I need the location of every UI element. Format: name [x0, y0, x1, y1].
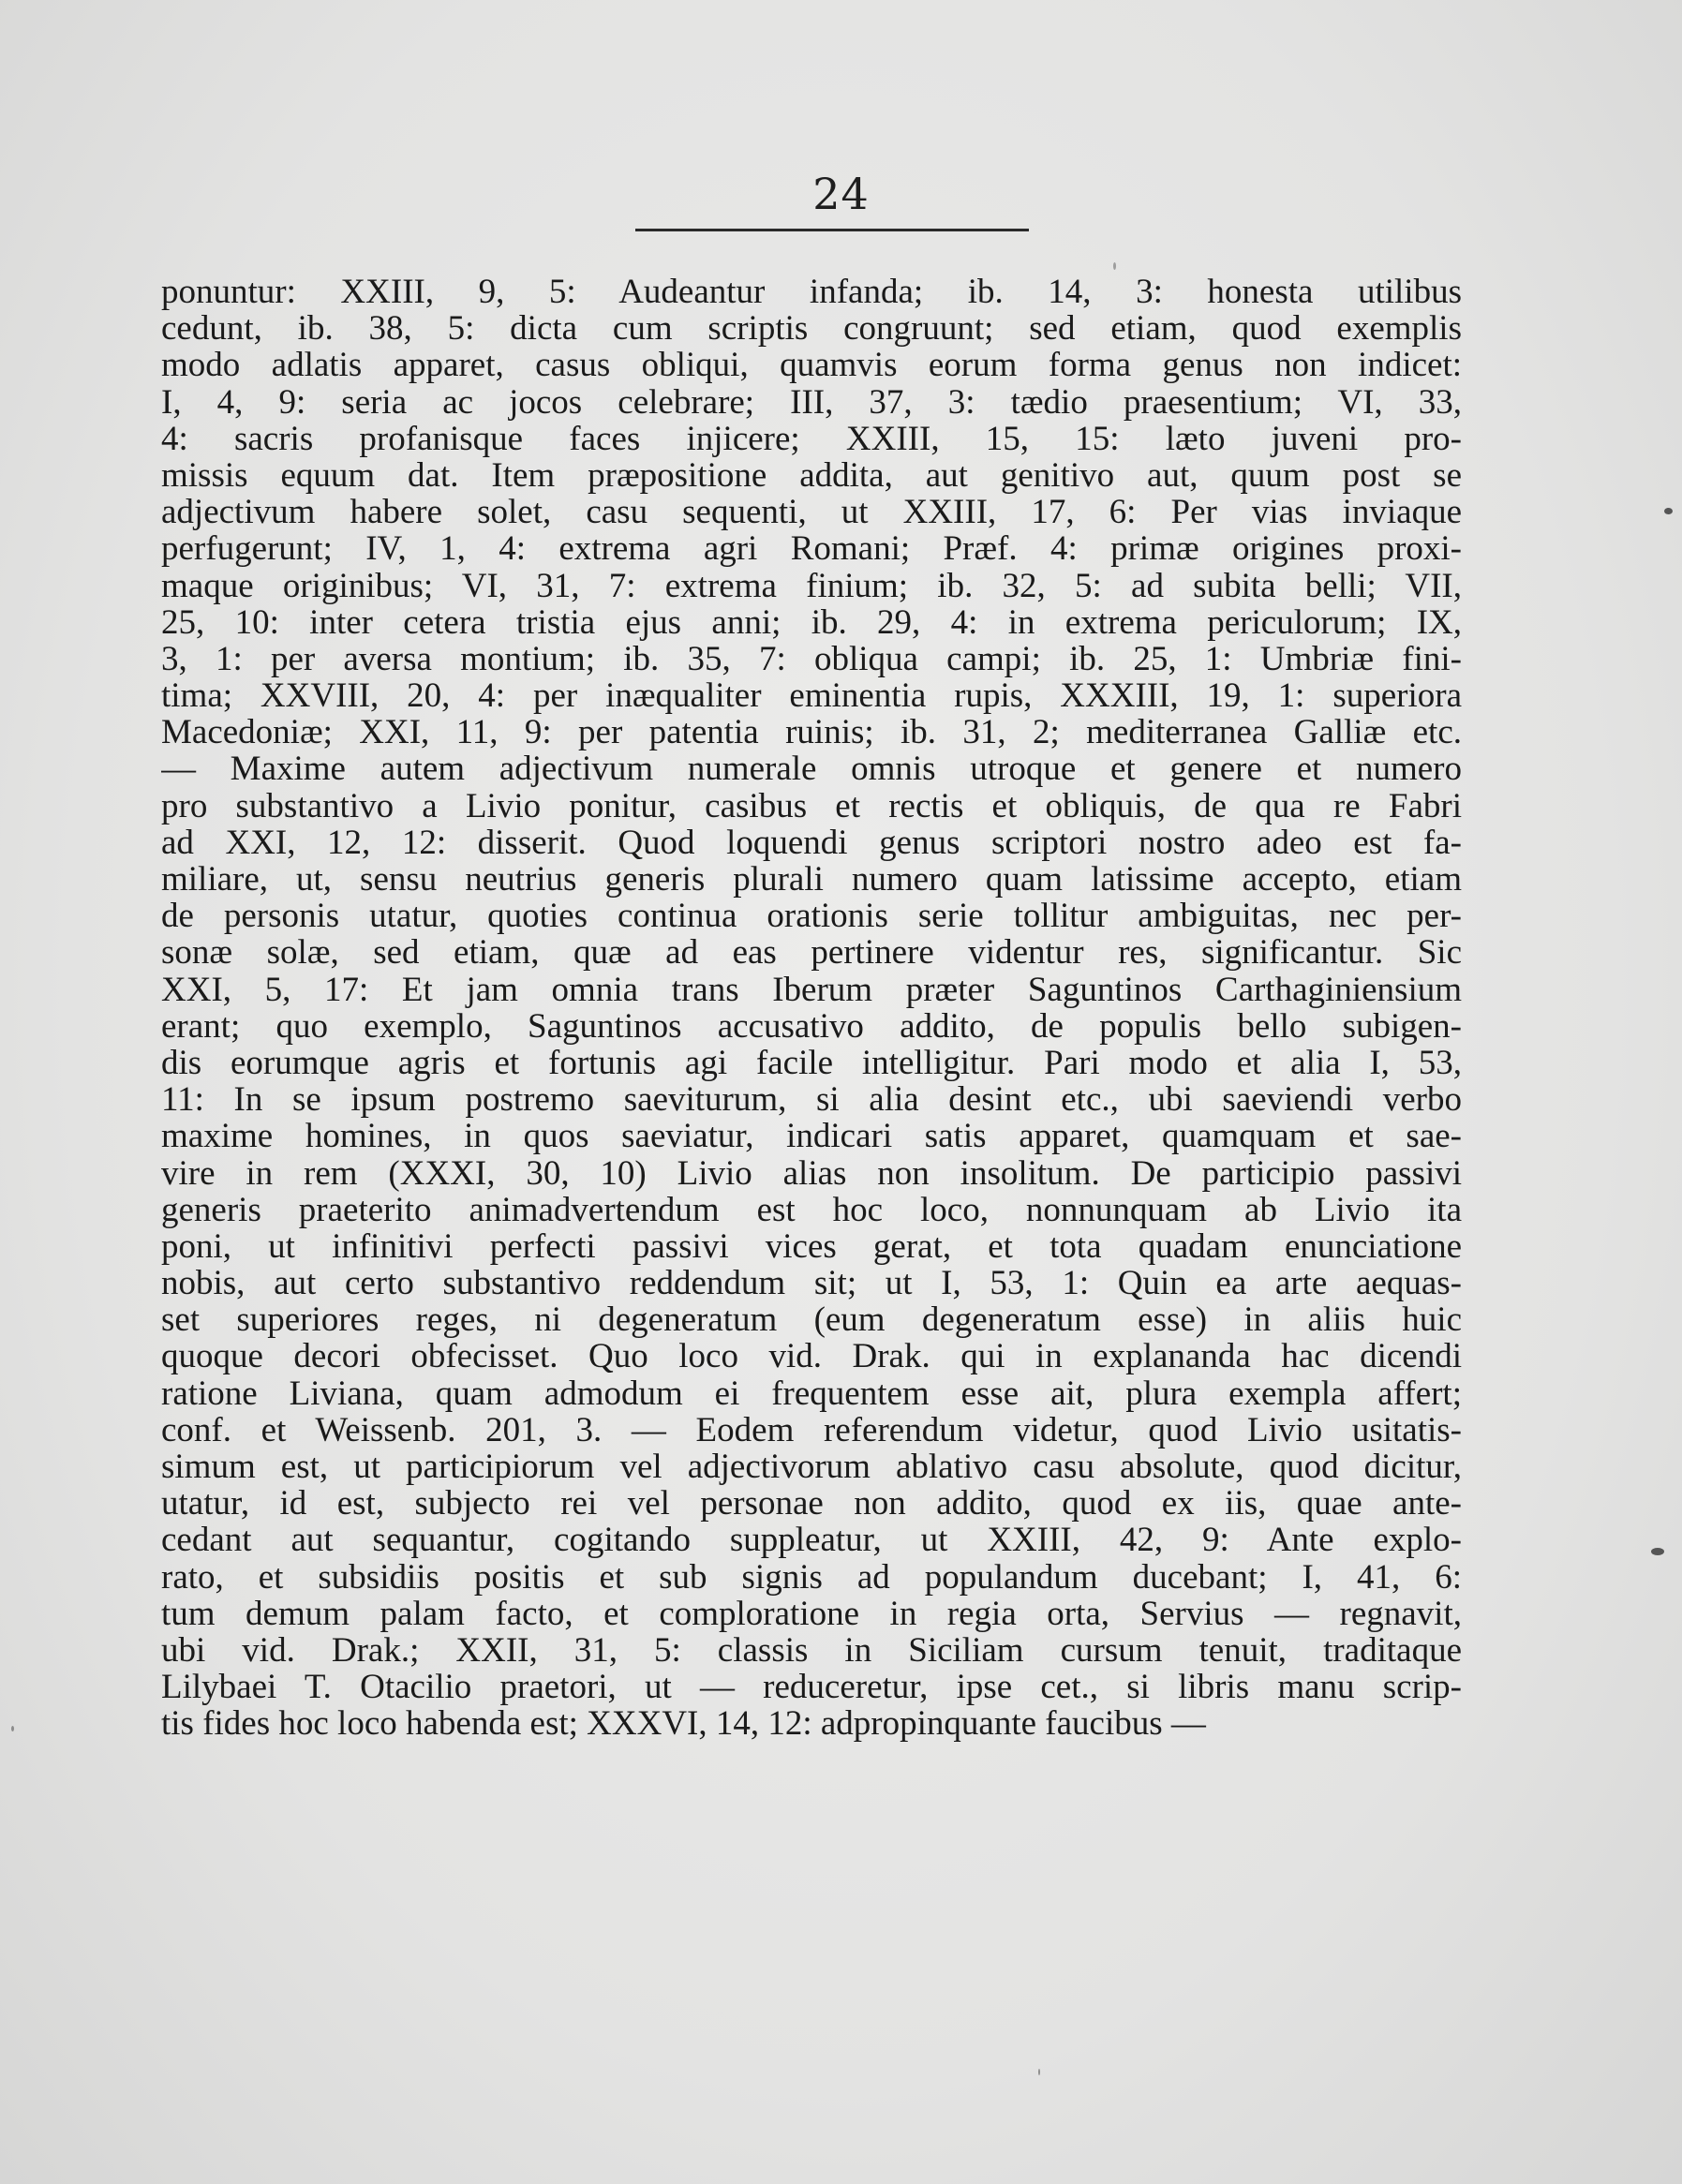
paper-speck: [1038, 2069, 1040, 2075]
text-line: Lilybaei T. Otacilio praetori, ut — reduceretur, ipse cet., si libris manu scrip-: [161, 1669, 1462, 1706]
text-line: rato, et subsidiis positis et sub signis ad populandum ducebant; I, 41, 6:: [161, 1558, 1462, 1596]
text-line: sonæ solæ, sed etiam, quæ ad eas pertinere videntur res, significantur. Sic: [161, 934, 1462, 972]
text-line: Macedoniæ; XXI, 11, 9: per patentia ruinis; ib. 31, 2; mediterranea Galliæ etc.: [161, 714, 1462, 751]
text-line: generis praeterito animadvertendum est hoc loco, nonnunquam ab Livio ita: [161, 1191, 1462, 1228]
text-line: cedunt, ib. 38, 5: dicta cum scriptis congruunt; sed etiam, quod exemplis: [161, 310, 1462, 348]
text-line: maxime homines, in quos saeviatur, indicari satis apparet, quamquam et sae-: [161, 1118, 1462, 1155]
paper-speck: [1664, 508, 1673, 514]
text-line: quoque decori obfecisset. Quo loco vid. Drak. qui in explananda hac dicendi: [161, 1338, 1462, 1375]
text-line: nobis, aut certo substantivo reddendum sit; ut I, 53, 1: Quin ea arte aequas-: [161, 1265, 1462, 1302]
paper-speck: [1651, 1548, 1664, 1555]
text-line: tis fides hoc loco habenda est; XXXVI, 14, 12: adpropinquante faucibus —: [161, 1705, 1206, 1743]
text-line: missis equum dat. Item præpositione addita, aut genitivo aut, quum post se: [161, 456, 1462, 495]
text-line: ad XXI, 12, 12: disserit. Quod loquendi genus scriptori nostro adeo est fa-: [161, 824, 1462, 861]
text-line: ponuntur: XXIII, 9, 5: Audeantur infanda; ib. 14, 3: honesta utilibus: [161, 274, 1462, 311]
text-line: vire in rem (XXXI, 30, 10) Livio alias non insolitum. De participio passivi: [161, 1154, 1462, 1192]
text-line: erant; quo exemplo, Saguntinos accusativo addito, de populis bello subigen-: [161, 1007, 1462, 1045]
text-line: 4: sacris profanisque faces injicere; XXIII, 15, 15: læto juveni pro-: [161, 420, 1462, 457]
paper-speck: [1113, 262, 1116, 270]
text-line: modo adlatis apparet, casus obliqui, quamvis eorum forma genus non indicet:: [161, 347, 1462, 384]
text-line: cedant aut sequantur, cogitando suppleatur, ut XXIII, 42, 9: Ante explo-: [161, 1522, 1462, 1559]
text-line: 11: In se ipsum postremo saeviturum, si alia desint etc., ubi saeviendi verbo: [161, 1081, 1462, 1119]
text-line: — Maxime autem adjectivum numerale omnis utroque et genere et numero: [161, 750, 1462, 788]
text-line: utatur, id est, subjecto rei vel personae non addito, quod ex iis, quae ante-: [161, 1485, 1462, 1523]
text-line: ubi vid. Drak.; XXII, 31, 5: classis in Siciliam cursum tenuit, traditaque: [161, 1631, 1462, 1670]
text-line: adjectivum habere solet, casu sequenti, ut XXIII, 17, 6: Per vias inviaque: [161, 494, 1462, 531]
text-line: XXI, 5, 17: Et jam omnia trans Iberum præter Saguntinos Carthaginiensium: [161, 971, 1462, 1008]
text-line: tima; XXVIII, 20, 4: per inæqualiter eminentia rupis, XXXIII, 19, 1: superiora: [161, 677, 1462, 715]
text-line: conf. et Weissenb. 201, 3. — Eodem referendum videtur, quod Livio usitatis-: [161, 1411, 1462, 1449]
text-line: dis eorumque agris et fortunis agi facile intelligitur. Pari modo et alia I, 53,: [161, 1044, 1462, 1082]
text-line: ratione Liviana, quam admodum ei frequentem esse ait, plura exempla affert;: [161, 1374, 1462, 1412]
page-number: 24: [812, 169, 870, 219]
text-line: set superiores reges, ni degeneratum (eum degeneratum esse) in aliis huic: [161, 1301, 1462, 1339]
text-line: 25, 10: inter cetera tristia ejus anni; ib. 29, 4: in extrema periculorum; IX,: [161, 603, 1462, 641]
text-line: perfugerunt; IV, 1, 4: extrema agri Romani; Præf. 4: primæ origines proxi-: [161, 530, 1462, 568]
text-line: poni, ut infinitivi perfecti passivi vices gerat, et tota quadam enunciatione: [161, 1227, 1462, 1266]
text-line: pro substantivo a Livio ponitur, casibus et rectis et obliquis, de qua re Fabri: [161, 787, 1462, 825]
text-line: de personis utatur, quoties continua orationis serie tollitur ambiguitas, nec per-: [161, 898, 1462, 935]
body-text: [161, 274, 1462, 1743]
text-line: miliare, ut, sensu neutrius generis plurali numero quam latissime accepto, etiam: [161, 861, 1462, 899]
text-line: 3, 1: per aversa montium; ib. 35, 7: obliqua campi; ib. 25, 1: Umbriæ fini-: [161, 640, 1462, 678]
text-line: I, 4, 9: seria ac jocos celebrare; III, 37, 3: tædio praesentium; VI, 33,: [161, 383, 1462, 421]
text-line: simum est, ut participiorum vel adjectivorum ablativo casu absolute, quod dicitur,: [161, 1449, 1462, 1486]
paper-speck: [11, 1726, 14, 1731]
text-line: maque originibus; VI, 31, 7: extrema finium; ib. 32, 5: ad subita belli; VII,: [161, 567, 1462, 604]
header-rule: [635, 229, 1029, 231]
text-line: tum demum palam facto, et comploratione in regia orta, Servius — regnavit,: [161, 1595, 1462, 1632]
